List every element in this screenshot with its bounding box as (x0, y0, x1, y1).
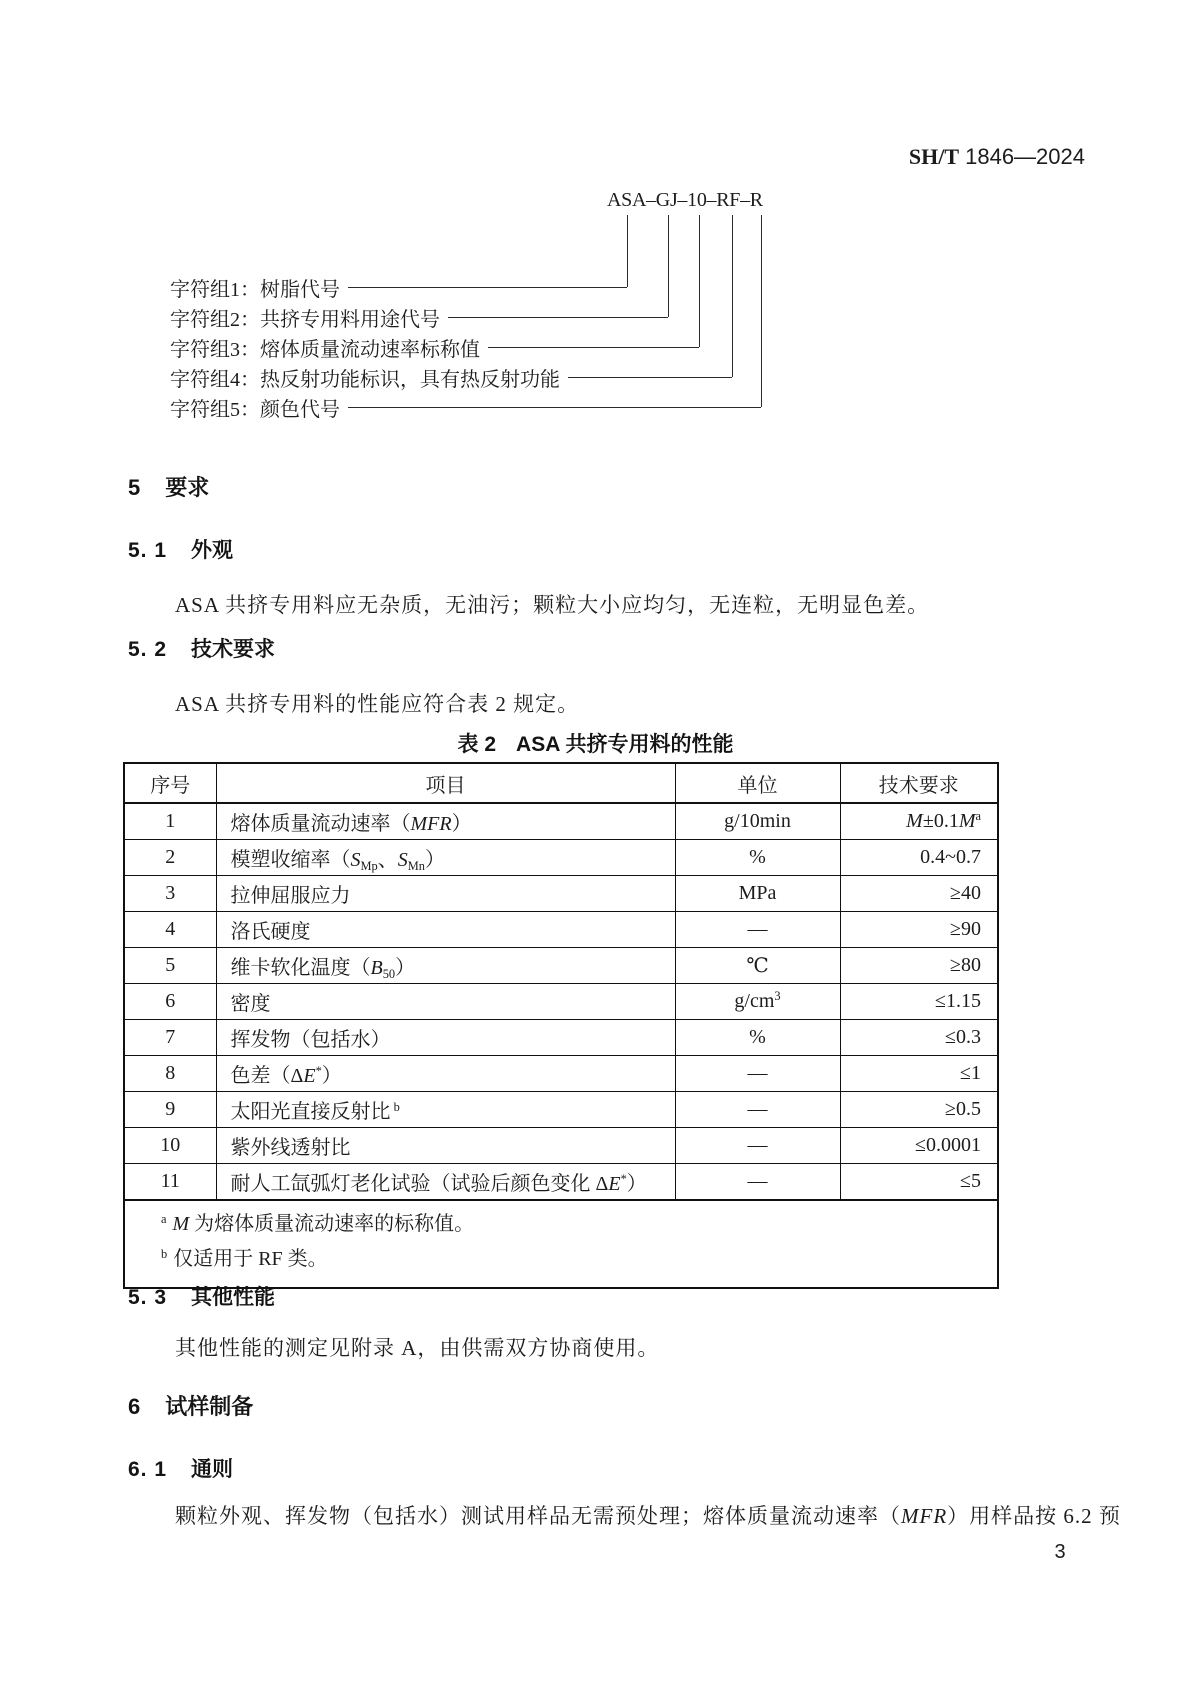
unit-cell: — (675, 1056, 840, 1092)
designation-label-row (170, 273, 627, 301)
section-title: 要求 (165, 475, 210, 500)
designation-code: ASA–GJ–10–RF–R (607, 189, 763, 211)
designation-label-row (170, 303, 668, 331)
section-title: 技术要求 (191, 638, 276, 661)
row-number-cell: 6 (124, 984, 216, 1020)
table-caption (123, 728, 1068, 758)
table-row (124, 876, 998, 912)
item-cell: 色差（ΔE*） (216, 1056, 675, 1092)
standard-code-prefix: SH/T (908, 144, 959, 169)
footnote-text: 仅适用于 RF 类。 (173, 1248, 328, 1270)
item-cell: 紫外线透射比 (216, 1128, 675, 1164)
unit-cell: — (675, 1128, 840, 1164)
performance-table (123, 762, 999, 1289)
designation-label: 字符组1：树脂代号 (170, 278, 340, 301)
connector-line (448, 317, 668, 318)
connector-line (732, 215, 733, 377)
header-requirement: 技术要求 (840, 763, 998, 803)
row-number-cell: 1 (124, 803, 216, 840)
section-heading-5 (128, 471, 209, 502)
connector-line (488, 347, 699, 348)
section-number: 6 (128, 1394, 142, 1419)
item-cell: 密度 (216, 984, 675, 1020)
row-number-cell: 8 (124, 1056, 216, 1092)
section-number: 6. 1 (128, 1458, 168, 1481)
designation-label: 字符组5：颜色代号 (170, 398, 340, 421)
footnote-cell (124, 1200, 998, 1288)
requirement-cell: ≤0.0001 (840, 1128, 998, 1164)
connector-line (348, 407, 761, 408)
requirement-cell: ≤5 (840, 1164, 998, 1201)
table-row (124, 803, 998, 840)
standard-code (909, 144, 1085, 170)
requirement-cell: ≥0.5 (840, 1092, 998, 1128)
row-number-cell: 5 (124, 948, 216, 984)
table2 (123, 762, 999, 1289)
footnote-marker: b (161, 1247, 168, 1262)
header-no: 序号 (124, 763, 216, 803)
connector-line (568, 377, 732, 378)
table-row (124, 1092, 998, 1128)
unit-cell: $g/cm^3$ (675, 984, 840, 1020)
item-cell: 太阳光直接反射比 $^b$ (216, 1092, 675, 1128)
unit-cell: MPa (675, 876, 840, 912)
paragraph-5-1: ASA 共挤专用料应无杂质，无油污；颗粒大小应均匀，无连粒，无明显色差。 (175, 593, 930, 617)
designation-label: 字符组4：热反射功能标识，具有热反射功能 (170, 368, 560, 391)
table-header-row (124, 763, 998, 803)
section-heading-5-3 (128, 1281, 275, 1311)
designation-diagram (123, 185, 1073, 430)
connector-line (348, 287, 627, 288)
connector-line (627, 215, 628, 287)
table-row (124, 1020, 998, 1056)
table-row (124, 948, 998, 984)
requirement-cell: ≤0.3 (840, 1020, 998, 1056)
item-cell: 维卡软化温度$(B_{50})$ (216, 948, 675, 984)
unit-cell: g/10min (675, 803, 840, 840)
designation-label: 字符组2：共挤专用料用途代号 (170, 308, 440, 331)
unit-cell: ℃ (675, 948, 840, 984)
table-row (124, 1164, 998, 1201)
unit-cell: % (675, 840, 840, 876)
section-number: 5. 2 (128, 638, 168, 661)
table-caption-label: 表 2 (457, 733, 497, 756)
connector-line (761, 215, 762, 407)
requirement-cell: $M\pm 0.1M^a$ (840, 803, 998, 840)
row-number-cell: 10 (124, 1128, 216, 1164)
table-row (124, 840, 998, 876)
unit-cell: % (675, 1020, 840, 1056)
section-title: 通则 (191, 1458, 234, 1481)
table-footnote-row (124, 1200, 998, 1288)
table-row (124, 912, 998, 948)
paragraph-5-2: ASA 共挤专用料的性能应符合表 2 规定。 (175, 692, 580, 716)
standard-code-number: 1846—2024 (959, 144, 1085, 169)
requirement-cell: ≥80 (840, 948, 998, 984)
section-title: 其他性能 (191, 1286, 276, 1309)
requirement-cell: ≤1 (840, 1056, 998, 1092)
header-item: 项目 (216, 763, 675, 803)
item-cell: 模塑收缩率（$S_{Mp}$、$S_{Mn}$） (216, 840, 675, 876)
row-number-cell: 3 (124, 876, 216, 912)
section-number: 5 (128, 475, 142, 500)
connector-line (668, 215, 669, 317)
row-number-cell: 11 (124, 1164, 216, 1201)
section-title: 外观 (191, 539, 234, 562)
unit-cell: — (675, 912, 840, 948)
table-row (124, 984, 998, 1020)
header-unit: 单位 (675, 763, 840, 803)
designation-label-row (170, 393, 761, 421)
requirement-cell: 0.4~0.7 (840, 840, 998, 876)
table-caption-title: ASA 共挤专用料的性能 (516, 733, 734, 756)
section-title: 试样制备 (165, 1394, 254, 1419)
row-number-cell: 4 (124, 912, 216, 948)
requirement-cell: ≤1.15 (840, 984, 998, 1020)
unit-cell: — (675, 1092, 840, 1128)
section-heading-5-2 (128, 633, 275, 663)
row-number-cell: 9 (124, 1092, 216, 1128)
section-heading-5-1 (128, 534, 233, 564)
row-number-cell: 2 (124, 840, 216, 876)
item-cell: 拉伸屈服应力 (216, 876, 675, 912)
section-heading-6 (128, 1390, 253, 1421)
paragraph-5-3: 其他性能的测定见附录 A，由供需双方协商使用。 (175, 1336, 660, 1360)
section-heading-6-1 (128, 1453, 233, 1483)
designation-label-row (170, 363, 732, 391)
item-cell: 洛氏硬度 (216, 912, 675, 948)
designation-label-row (170, 333, 699, 361)
unit-cell: — (675, 1164, 840, 1201)
connector-line (699, 215, 700, 347)
item-cell: 熔体质量流动速率（MFR） (216, 803, 675, 840)
table-row (124, 1128, 998, 1164)
section-number: 5. 3 (128, 1286, 168, 1309)
section-number: 5. 1 (128, 539, 168, 562)
footnote-a (161, 1208, 987, 1243)
table-row (124, 1056, 998, 1092)
requirement-cell: ≥40 (840, 876, 998, 912)
footnote-marker: a (161, 1212, 167, 1227)
designation-label: 字符组3：熔体质量流动速率标称值 (170, 338, 480, 361)
row-number-cell: 7 (124, 1020, 216, 1056)
item-cell: 耐人工氙弧灯老化试验（试验后颜色变化 ΔE*） (216, 1164, 675, 1201)
requirement-cell: ≥90 (840, 912, 998, 948)
paragraph-6-1: 颗粒外观、挥发物（包括水）测试用样品无需预处理；熔体质量流动速率（MFR）用样品按 6.2 预 (175, 1504, 1121, 1528)
page-number: 3 (1054, 1541, 1066, 1563)
item-cell: 挥发物（包括水） (216, 1020, 675, 1056)
footnote-b (161, 1243, 987, 1278)
footnote-text: M 为熔体质量流动速率的标称值。 (172, 1213, 475, 1235)
